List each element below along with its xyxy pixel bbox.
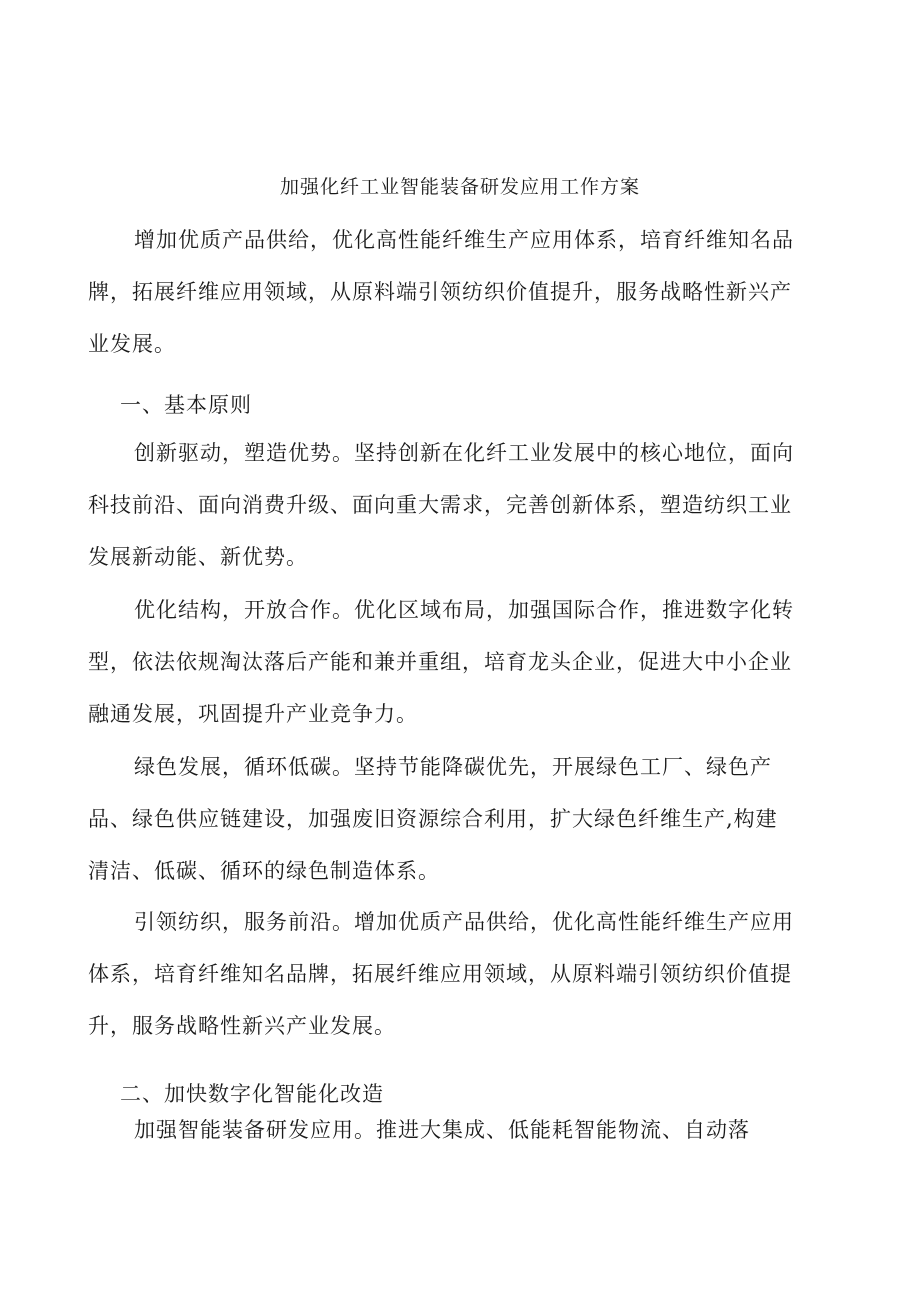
paragraph-line: 融通发展，巩固提升产业竞争力。	[88, 702, 418, 726]
paragraph-line: 牌，拓展纤维应用领域，从原料端引领纺织价值提升，服务战略性新兴产	[88, 280, 792, 304]
principle-paragraph-innovation	[88, 427, 840, 583]
principle-paragraph-textile	[88, 896, 840, 1052]
paragraph-line: 体系，培育纤维知名品牌，拓展纤维应用领域，从原料端引领纺织价值提	[88, 962, 792, 986]
intro-paragraph	[88, 214, 840, 370]
section-heading-basic-principles: 一、基本原则	[120, 393, 252, 417]
paragraph-line: 品、绿色供应链建设，加强废旧资源综合利用，扩大绿色纤维生产,构建	[88, 807, 778, 831]
paragraph-line: 发展新动能、新优势。	[88, 545, 308, 569]
paragraph-line: 创新驱动，塑造优势。坚持创新在化纤工业发展中的核心地位，面向	[134, 441, 794, 465]
paragraph-line: 型，依法依规淘汰落后产能和兼并重组，培育龙头企业，促进大中小企业	[88, 650, 792, 674]
paragraph-line: 加强智能装备研发应用。推进大集成、低能耗智能物流、自动落	[134, 1118, 750, 1142]
principle-paragraph-green	[88, 741, 840, 897]
paragraph-line: 科技前沿、面向消费升级、面向重大需求，完善创新体系，塑造纺织工业	[88, 493, 792, 517]
paragraph-line: 升，服务战略性新兴产业发展。	[88, 1014, 396, 1038]
paragraph-line: 绿色发展，循环低碳。坚持节能降碳优先，开展绿色工厂、绿色产	[134, 755, 772, 779]
paragraph-line: 清洁、低碳、循环的绿色制造体系。	[88, 859, 440, 883]
digital-paragraph	[88, 1104, 840, 1156]
paragraph-line: 增加优质产品供给，优化高性能纤维生产应用体系，培育纤维知名品	[134, 228, 794, 252]
paragraph-line: 优化结构，开放合作。优化区域布局，加强国际合作，推进数字化转	[134, 598, 794, 622]
document-title: 加强化纤工业智能装备研发应用工作方案	[279, 176, 640, 198]
paragraph-line: 引领纺织，服务前沿。增加优质产品供给，优化高性能纤维生产应用	[134, 910, 794, 934]
section-heading-digital-transformation: 二、加快数字化智能化改造	[120, 1082, 384, 1106]
principle-paragraph-structure	[88, 584, 840, 740]
paragraph-line: 业发展。	[88, 332, 176, 356]
